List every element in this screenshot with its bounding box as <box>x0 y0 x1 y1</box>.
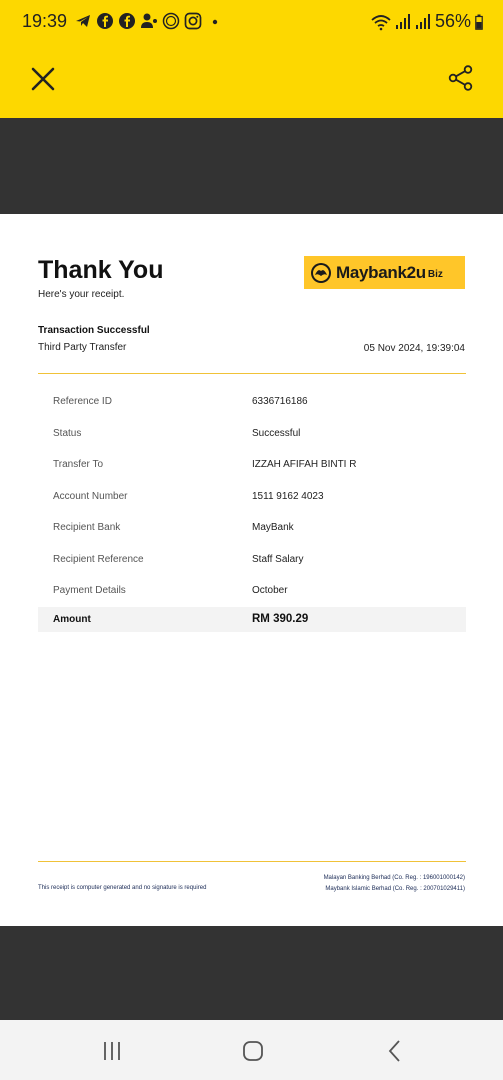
status-time: 19:39 <box>22 11 68 31</box>
logo-suffix: Biz <box>427 269 443 280</box>
detail-value: Successful <box>252 427 301 439</box>
facebook-icon <box>118 12 136 30</box>
detail-value: October <box>252 585 288 597</box>
back-icon[interactable] <box>382 1038 408 1064</box>
status-right <box>371 11 483 32</box>
receipt-card <box>0 214 503 926</box>
divider <box>38 373 466 374</box>
detail-label: Status <box>53 427 82 439</box>
receipt-details <box>38 386 466 632</box>
home-icon[interactable] <box>240 1038 266 1064</box>
close-icon[interactable] <box>26 62 60 96</box>
dark-overlay-bottom <box>0 926 503 1020</box>
company-info-1: Malayan Banking Berhad (Co. Reg. : 196001000142) <box>323 875 465 881</box>
divider <box>38 861 466 862</box>
transaction-datetime: 05 Nov 2024, 19:39:04 <box>363 343 465 354</box>
detail-row-transfer-to <box>38 449 466 481</box>
detail-value: MayBank <box>252 522 294 534</box>
dark-overlay-top <box>0 118 503 214</box>
share-icon[interactable] <box>447 64 475 92</box>
wifi-icon <box>371 13 391 31</box>
transaction-status: Transaction Successful <box>38 325 150 336</box>
detail-label: Recipient Bank <box>53 522 121 534</box>
system-nav-bar <box>0 1020 503 1080</box>
detail-value: 1511 9162 4023 <box>252 490 324 502</box>
signal-icon <box>395 13 411 31</box>
detail-label: Account Number <box>53 490 128 502</box>
detail-value: 6336716186 <box>252 396 308 408</box>
person-icon <box>140 12 158 30</box>
detail-label: Payment Details <box>53 585 126 597</box>
maybank-tiger-icon <box>310 262 332 284</box>
detail-label: Transfer To <box>53 459 104 471</box>
company-info-2: Maybank Islamic Berhad (Co. Reg. : 200701029411) <box>325 886 465 892</box>
detail-value: Staff Salary <box>252 553 304 565</box>
battery-icon <box>475 14 483 30</box>
amount-value: RM 390.29 <box>252 613 309 625</box>
detail-row-recipient-bank <box>38 512 466 544</box>
detail-row-account-number <box>38 481 466 513</box>
receipt-title: Thank You <box>38 256 164 284</box>
coin-icon <box>162 12 180 30</box>
notification-icons <box>74 12 224 30</box>
receipt-footnote: This receipt is computer generated and no signature is required <box>38 885 207 891</box>
detail-label: Recipient Reference <box>53 553 144 565</box>
battery-percent: 56% <box>434 11 471 31</box>
detail-row-amount <box>38 607 466 632</box>
receipt-subtitle: Here's your receipt. <box>38 289 125 300</box>
status-bar <box>0 0 503 44</box>
detail-value: IZZAH AFIFAH BINTI R <box>252 459 357 471</box>
detail-row-recipient-reference <box>38 544 466 576</box>
telegram-icon <box>74 12 92 30</box>
signal-icon <box>415 13 431 31</box>
logo-text: Maybank2u <box>336 262 426 282</box>
detail-label: Reference ID <box>53 396 112 408</box>
detail-row-reference-id <box>38 386 466 418</box>
transaction-type: Third Party Transfer <box>38 342 127 353</box>
instagram-icon <box>184 12 202 30</box>
dot-icon <box>206 12 224 30</box>
recents-icon[interactable] <box>99 1038 125 1064</box>
maybank2u-biz-logo <box>304 256 465 289</box>
app-toolbar <box>0 44 503 118</box>
facebook-icon <box>96 12 114 30</box>
amount-label: Amount <box>53 613 91 625</box>
detail-row-payment-details <box>38 575 466 607</box>
detail-row-status <box>38 418 466 450</box>
